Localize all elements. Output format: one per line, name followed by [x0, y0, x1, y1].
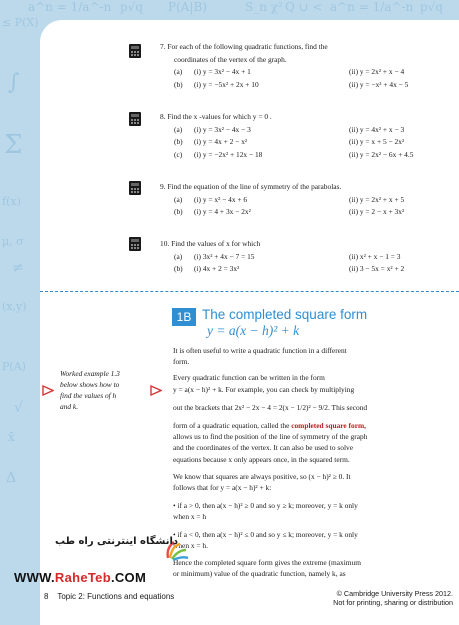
bg-symbol: ≠: [12, 260, 24, 276]
watermark-url-brand: RaheTeb: [54, 570, 111, 585]
question-row: [160, 263, 450, 276]
question-row: [160, 124, 450, 137]
key-term: completed square form,: [291, 421, 366, 431]
body-line: [173, 420, 451, 431]
bg-symbol: Δ: [6, 470, 17, 486]
bg-symbol: √: [14, 400, 23, 416]
part-ii: (ii) y = 2 − x + 3x²: [349, 207, 405, 216]
part-ii: (ii) y = x + 5 − 2x²: [349, 137, 405, 146]
topic-label: Topic 2: Functions and equations: [57, 592, 175, 601]
part-i: (i) y = 3x² − 4x + 1: [194, 67, 251, 76]
part-i: (i) y = 4 + 3x − 2x²: [194, 207, 251, 216]
question-row: [160, 194, 450, 207]
part-label: (a): [174, 67, 183, 76]
part-label: (b): [174, 79, 183, 89]
arrow-right-icon: [42, 385, 54, 396]
question-number: 9.: [160, 182, 166, 191]
part-label: (b): [174, 137, 183, 146]
section-badge: 1B: [172, 308, 196, 326]
part-ii: (ii) x² + x − 1 = 3: [349, 251, 401, 261]
part-label: (c): [174, 149, 183, 159]
bg-symbol: a^n = 1/a^-n: [28, 0, 112, 14]
body-text: [173, 345, 451, 579]
question-row: [160, 206, 450, 219]
question-7: [160, 41, 450, 91]
body-line: allows us to find the position of the line of symmetry of the graph: [173, 432, 368, 442]
part-label: (b): [174, 264, 183, 273]
bg-symbol: p√q: [420, 0, 444, 14]
part-ii: (ii) 3 − 5x = x² + 2: [349, 264, 405, 273]
question-stem: Find the equation of the line of symmetry of the parabolas.: [167, 182, 342, 191]
bg-symbol: a^n = 1/a^-n: [330, 0, 414, 14]
part-i: (i) 3x² + 4x − 7 = 15: [194, 251, 255, 261]
page-number: 8: [44, 592, 49, 601]
part-ii: (ii) y = 2x² − 6x + 4.5: [349, 149, 414, 159]
watermark-url: [14, 570, 146, 585]
part-i: (i) y = 3x² − 4x − 3: [194, 124, 251, 134]
bg-symbol: f(x): [2, 195, 21, 208]
sidebar-line: Worked example 1.3: [60, 369, 120, 378]
question-10: [160, 238, 450, 276]
watermark-url-part: .COM: [110, 570, 147, 585]
part-ii: (ii) y = 4x² + x − 3: [349, 124, 405, 134]
bg-symbol: p√q: [120, 0, 144, 14]
body-line: follows that for y = a(x − h)² + k:: [173, 483, 272, 493]
part-ii: (ii) y = 2x² + x + 5: [349, 194, 405, 204]
bg-symbol: Σ: [4, 130, 23, 160]
watermark-persian: دانشگاه اینترنتی راه طب: [55, 536, 179, 547]
sidebar-line: and k.: [60, 402, 79, 411]
bg-symbol: ∫: [8, 70, 20, 95]
question-row: [160, 66, 450, 79]
question-number: 8.: [160, 112, 166, 121]
body-line: or minimum) value of the quadratic function, namely k, as: [173, 569, 346, 579]
question-8: [160, 111, 450, 161]
part-label: (a): [174, 251, 183, 261]
body-line: y = a(x − h)² + k. For example, you can check by multiplying: [173, 384, 355, 394]
body-line: form.: [173, 357, 190, 367]
bg-symbol: ≤ P(X): [2, 16, 39, 29]
question-row: [160, 79, 450, 92]
footer-right: [283, 589, 453, 607]
sidebar-note: [60, 368, 152, 412]
bullet-line: when x = h.: [173, 540, 208, 550]
body-line: equations because x only appears once, in the squared term.: [173, 454, 350, 464]
body-line: We know that squares are always positive, so (x − h)² ≥ 0. It: [173, 471, 351, 481]
bullet-line: when x = h: [173, 512, 207, 522]
question-row: [160, 149, 450, 162]
question-row: [160, 136, 450, 149]
question-number: 10.: [160, 239, 170, 248]
bg-symbol: (x,y): [2, 300, 27, 313]
bg-symbol: P(A): [2, 360, 26, 373]
part-i: (i) 4x + 2 = 3x²: [194, 264, 240, 273]
sidebar-line: below shows how to: [60, 380, 120, 389]
bg-symbol: x̄: [8, 430, 15, 444]
section-divider: [40, 291, 459, 292]
body-line: and the coordinates of the vertex. It can also be used to solve: [173, 443, 353, 453]
question-stem: Find the values of x for which: [171, 239, 261, 248]
bullet-line: • if a < 0, then a(x − h)² ≤ 0 and so y ≤ k; moreover, y = k only: [173, 529, 358, 539]
sidebar-line: find the values of h: [60, 391, 117, 400]
part-ii: (ii) y = −x² + 4x − 5: [349, 79, 409, 89]
part-label: (a): [174, 194, 183, 204]
bg-symbol: μ, σ: [2, 235, 24, 248]
question-stem: coordinates of the vertex of the graph.: [174, 54, 287, 64]
calculator-icon: [128, 236, 142, 252]
footer-left: [44, 592, 174, 601]
body-line: It is often useful to write a quadratic function in a different: [173, 346, 347, 355]
question-9: [160, 181, 450, 219]
distribution-notice: Not for printing, sharing or distribution: [333, 598, 453, 607]
question-row: [160, 251, 450, 264]
calculator-icon: [128, 43, 142, 59]
body-line: out the brackets that 2x² − 2x − 4 = 2(x − 1/2)² − 9/2. This second: [173, 402, 368, 412]
part-ii: (ii) y = 2x² + x − 4: [349, 67, 405, 76]
part-label: (a): [174, 124, 183, 134]
part-i: (i) y = −2x² + 12x − 18: [194, 149, 263, 159]
question-number: 7.: [160, 42, 166, 51]
bullet-line: • if a > 0, then a(x − h)² ≥ 0 and so y ≥ k; moreover, y = k only: [173, 501, 358, 511]
calculator-icon: [128, 111, 142, 127]
part-label: (b): [174, 207, 183, 216]
bg-symbol: P(A|B): [168, 0, 207, 14]
section-title: The completed square form: [202, 307, 368, 322]
bg-symbol: S_n χ²: [245, 0, 283, 14]
arrow-right-icon: [150, 385, 162, 396]
section-formula: y = a(x − h)² + k: [207, 323, 300, 338]
copyright: © Cambridge University Press 2012.: [336, 589, 453, 598]
body-line: Hence the completed square form gives the extreme (maximum: [173, 558, 361, 568]
question-stem: For each of the following quadratic functions, find the: [167, 42, 328, 51]
part-i: (i) y = x² − 4x + 6: [194, 194, 248, 204]
bg-symbol: Q ∪ <: [285, 0, 323, 14]
calculator-icon: [128, 180, 142, 196]
body-text-span: form of a quadratic equation, called the: [173, 421, 292, 431]
watermark-url-part: WWW.: [14, 570, 55, 585]
question-stem: Find the x -values for which y = 0 .: [167, 112, 272, 121]
part-i: (i) y = 4x + 2 − x²: [194, 137, 248, 146]
part-i: (i) y = −5x² + 2x + 10: [194, 79, 259, 89]
body-line: Every quadratic function can be written in the form: [173, 373, 325, 383]
